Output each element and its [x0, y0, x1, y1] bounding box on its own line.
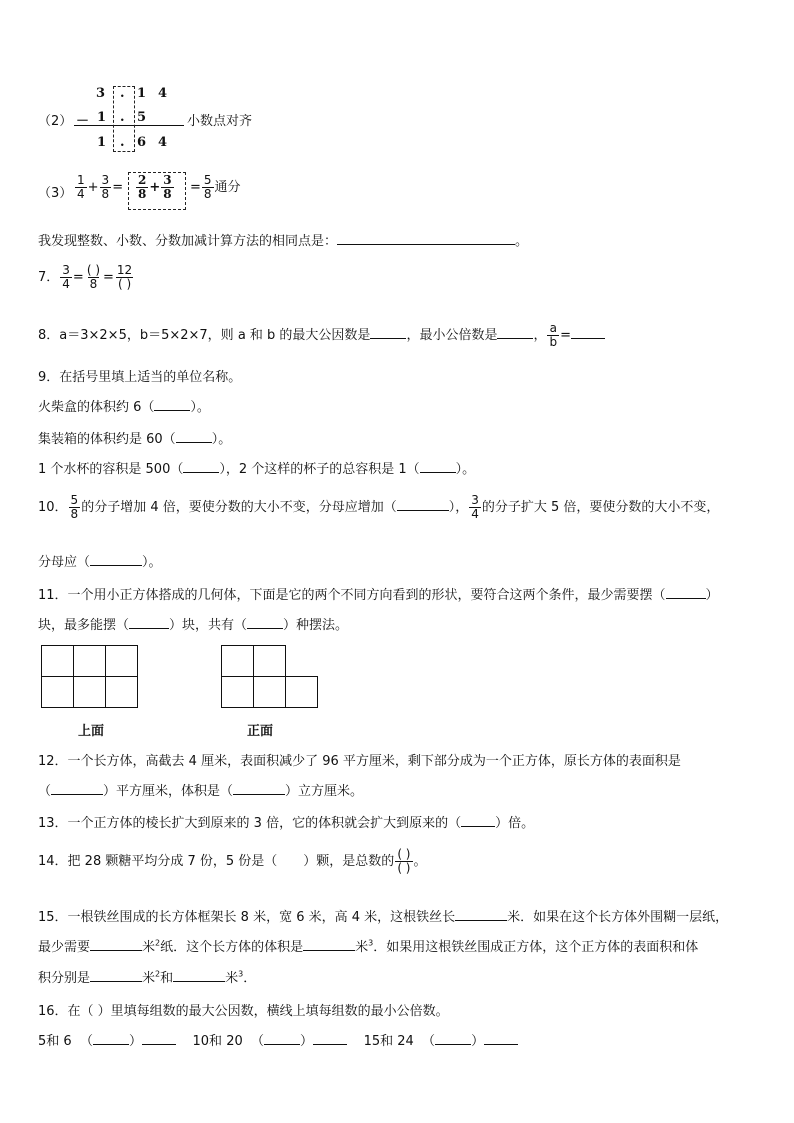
question-9-line: 集装箱的体积约是 60（ ）。	[38, 432, 232, 447]
lcm-blank[interactable]	[484, 1032, 518, 1045]
gcd-blank[interactable]	[435, 1032, 471, 1045]
p3-expression: $\frac{1}{4}$ + $\frac{3}{8}$ =	[77, 173, 124, 201]
answer-blank[interactable]	[90, 553, 142, 566]
fraction: $\frac{3}{8}$	[101, 173, 110, 201]
answer-blank[interactable]	[176, 430, 212, 443]
answer-blank[interactable]	[233, 782, 285, 795]
p2-digit: 1	[137, 86, 147, 101]
question-16-groups: 5和 6 （ ） 10和 20 （ ） 15和 24 （ ）	[38, 1030, 518, 1049]
decimal-point-box	[113, 86, 135, 152]
front-view-label: 正面	[247, 724, 274, 739]
lcm-blank[interactable]	[142, 1032, 176, 1045]
answer-blank[interactable]	[303, 938, 355, 951]
question-14: 14．把 28 颗糖平均分成 7 份，5 份是（ ）颗，是总数的 $\frac{( )}{( )}$ 。	[38, 847, 427, 875]
answer-fraction: $\frac{( )}{( )}$	[397, 847, 411, 875]
question-9-line: 1 个水杯的容积是 500（ ），2 个这样的杯子的总容积是 1（ ）。	[38, 462, 476, 477]
p2-dot: .	[120, 135, 125, 150]
p2-digit: 4	[158, 86, 168, 101]
p2-digit: 3	[96, 86, 106, 101]
answer-blank[interactable]	[247, 616, 283, 629]
answer-blank[interactable]	[455, 908, 507, 921]
question-11-cont: 块，最多能摆（ ）块，共有（ ）种摆法。	[38, 618, 349, 633]
question-15-cont: 积分别是 米$^2$和 米$^3$．	[38, 969, 257, 986]
answer-blank[interactable]	[370, 326, 406, 339]
answer-blank[interactable]	[497, 326, 533, 339]
part3-label: （3）	[38, 186, 73, 201]
question-15-cont: 最少需要 米$^2$纸．这个长方体的体积是 米$^3$．如果用这根铁丝围成正方体，这个正方体的表面积和体	[38, 938, 699, 955]
question-10-cont: 分母应（ ）。	[38, 555, 162, 570]
p2-digit: 5	[137, 110, 147, 125]
question-15: 15．一根铁丝围成的长方体框架长 8 米，宽 6 米，高 4 米，这根铁丝长 米．如果在这个长方体外围糊一层纸，	[38, 910, 729, 925]
answer-blank[interactable]	[51, 782, 103, 795]
gcd-blank[interactable]	[93, 1032, 129, 1045]
p2-digit: 4	[158, 135, 168, 150]
question-7: 7． $\frac{3}{4}$ = $\frac{( )}{8}$ = $\frac{12}{( )}$	[38, 263, 133, 291]
question-9-line: 火柴盒的体积约 6（ ）。	[38, 400, 210, 415]
align-note: 小数点对齐	[187, 114, 253, 129]
answer-blank[interactable]	[90, 969, 142, 982]
finding-line: 我发现整数、小数、分数加减计算方法的相同点是： 。	[38, 234, 529, 249]
answer-blank[interactable]	[154, 398, 190, 411]
question-16: 16．在（ ）里填每组数的最大公因数，横线上填每组数的最小公倍数。	[38, 1004, 449, 1019]
p2-dot: .	[120, 86, 125, 101]
question-11: 11．一个用小正方体搭成的几何体，下面是它的两个不同方向看到的形状，要符合这两个条件，最少需要摆（ ）	[38, 588, 719, 603]
answer-blank[interactable]	[337, 232, 515, 245]
p3-result: = $\frac{5}{8}$ 通分	[190, 173, 241, 201]
question-10: 10． $\frac{5}{8}$ 的分子增加 4 倍，要使分数的大小不变，分母应增加（ ）， $\frac{3}{4}$ 的分子扩大 5 倍，要使分数的大小不变，	[38, 493, 720, 521]
answer-blank[interactable]	[397, 498, 449, 511]
fraction: $\frac{1}{4}$	[77, 173, 85, 201]
p2-digit: 1	[97, 110, 107, 125]
answer-blank[interactable]	[173, 969, 225, 982]
question-9-title: 9．在括号里填上适当的单位名称。	[38, 370, 242, 385]
part2-label: （2）	[38, 114, 73, 129]
p2-digit: 1	[97, 135, 107, 150]
p3-boxed-expression: $\frac{2}{8}$ + $\frac{3}{8}$	[138, 173, 172, 201]
answer-blank[interactable]	[420, 460, 456, 473]
answer-blank[interactable]	[571, 326, 605, 339]
answer-blank[interactable]	[461, 814, 495, 827]
p2-dot: .	[120, 110, 125, 125]
question-8: 8．a＝3×2×5，b＝5×2×7，则 a 和 b 的最大公因数是 ，最小公倍数是 ， $\frac{a}{b}$ =	[38, 322, 605, 349]
top-view-label: 上面	[78, 724, 105, 739]
gcd-blank[interactable]	[264, 1032, 300, 1045]
p2-digit: 6	[137, 135, 147, 150]
question-12: 12．一个长方体，高截去 4 厘米，表面积减少了 96 平方厘米，剩下部分成为一个正方体，原长方体的表面积是	[38, 754, 681, 769]
answer-blank[interactable]	[90, 938, 142, 951]
lcm-blank[interactable]	[313, 1032, 347, 1045]
question-12-cont: （ ）平方厘米，体积是（ ）立方厘米。	[38, 784, 364, 799]
minus-sign: －	[76, 114, 90, 129]
answer-blank[interactable]	[129, 616, 169, 629]
question-13: 13．一个正方体的棱长扩大到原来的 3 倍，它的体积就会扩大到原来的（ ）倍。	[38, 816, 535, 831]
answer-blank[interactable]	[666, 586, 706, 599]
answer-blank[interactable]	[183, 460, 219, 473]
